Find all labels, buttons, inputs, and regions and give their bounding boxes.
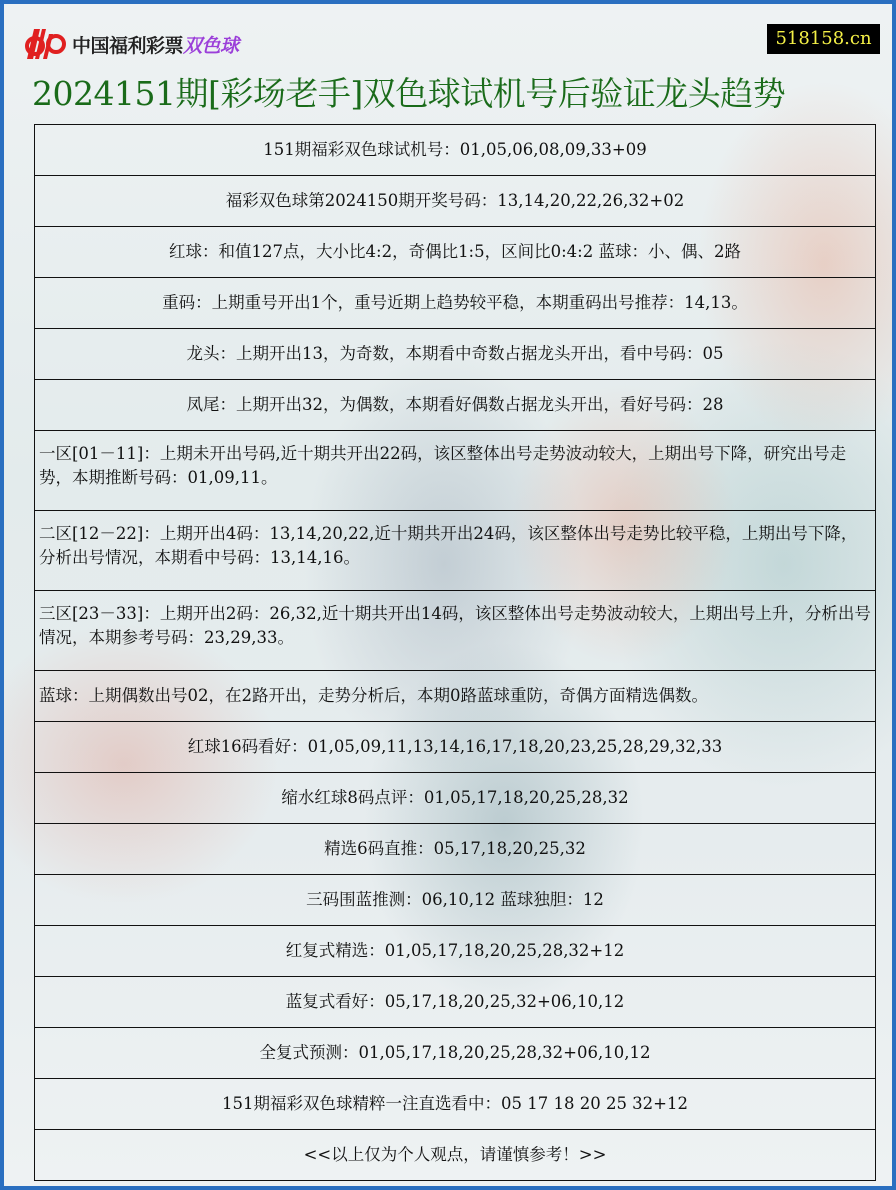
red-multiple-cell: 红复式精选：01,05,17,18,20,25,28,32+12: [35, 926, 876, 977]
pick-6-cell: 精选6码直推：05,17,18,20,25,32: [35, 824, 876, 875]
table-row: [35, 1028, 876, 1079]
table-row: [35, 511, 876, 591]
table-row: [35, 1079, 876, 1130]
table-row: [35, 722, 876, 773]
test-number-cell: 151期福彩双色球试机号：01,05,06,08,09,33+09: [35, 125, 876, 176]
red-ball-stats-cell: 红球：和值127点，大小比4:2，奇偶比1:5，区间比0:4:2 蓝球：小、偶、2路: [35, 227, 876, 278]
blue-multiple-cell: 蓝复式看好：05,17,18,20,25,32+06,10,12: [35, 977, 876, 1028]
table-row: [35, 176, 876, 227]
zone-two-cell: 二区[12－22]：上期开出4码：13,14,20,22,近十期共开出24码，该区整体出号走势比较平稳，上期出号下降，分析出号情况，本期看中号码：13,14,16。: [35, 511, 876, 591]
phoenix-tail-cell: 凤尾：上期开出32，为偶数，本期看好偶数占据龙头开出，看好号码：28: [35, 380, 876, 431]
prediction-table: [34, 124, 876, 1181]
blue-ball-analysis-cell: 蓝球：上期偶数出号02，在2路开出，走势分析后，本期0路蓝球重防，奇偶方面精选偶数。: [35, 671, 876, 722]
dragon-head-cell: 龙头：上期开出13，为奇数，本期看中奇数占据龙头开出，看中号码：05: [35, 329, 876, 380]
logo-text-main: 中国福利彩票: [72, 34, 184, 57]
table-row: [35, 875, 876, 926]
zone-one-cell: 一区[01－11]：上期未开出号码,近十期共开出22码，该区整体出号走势波动较大，上期出号下降，研究出号走势，本期推断号码：01,09,11。: [35, 431, 876, 511]
table-row: [35, 824, 876, 875]
welfare-lottery-logo-icon: [24, 26, 68, 62]
red-16-cell: 红球16码看好：01,05,09,11,13,14,16,17,18,20,23,25,28,29,32,33: [35, 722, 876, 773]
last-draw-cell: 福彩双色球第2024150期开奖号码：13,14,20,22,26,32+02: [35, 176, 876, 227]
table-row: [35, 926, 876, 977]
disclaimer-cell: <<以上仅为个人观点，请谨慎参考！>>: [35, 1130, 876, 1181]
table-row: [35, 125, 876, 176]
repeat-number-cell: 重码：上期重号开出1个，重号近期上趋势较平稳，本期重码出号推荐：14,13。: [35, 278, 876, 329]
table-row: [35, 380, 876, 431]
full-multiple-cell: 全复式预测：01,05,17,18,20,25,28,32+06,10,12: [35, 1028, 876, 1079]
blue-3-cell: 三码围蓝推测：06,10,12 蓝球独胆：12: [35, 875, 876, 926]
single-pick-cell: 151期福彩双色球精粹一注直选看中：05 17 18 20 25 32+12: [35, 1079, 876, 1130]
table-row: [35, 591, 876, 671]
table-row: [35, 1130, 876, 1181]
lottery-logo: [24, 24, 239, 64]
page-title: 2024151期[彩场老手]双色球试机号后验证龙头趋势: [32, 74, 786, 113]
logo-text-sub: 双色球: [183, 34, 239, 57]
zone-three-cell: 三区[23－33]：上期开出2码：26,32,近十期共开出14码，该区整体出号走势波动较大，上期出号上升，分析出号情况，本期参考号码：23,29,33。: [35, 591, 876, 671]
table-row: [35, 329, 876, 380]
table-row: [35, 227, 876, 278]
table-row: [35, 977, 876, 1028]
red-8-cell: 缩水红球8码点评：01,05,17,18,20,25,28,32: [35, 773, 876, 824]
table-row: [35, 773, 876, 824]
table-row: [35, 671, 876, 722]
table-row: [35, 278, 876, 329]
table-row: [35, 431, 876, 511]
site-badge: 518158.cn: [767, 24, 880, 54]
